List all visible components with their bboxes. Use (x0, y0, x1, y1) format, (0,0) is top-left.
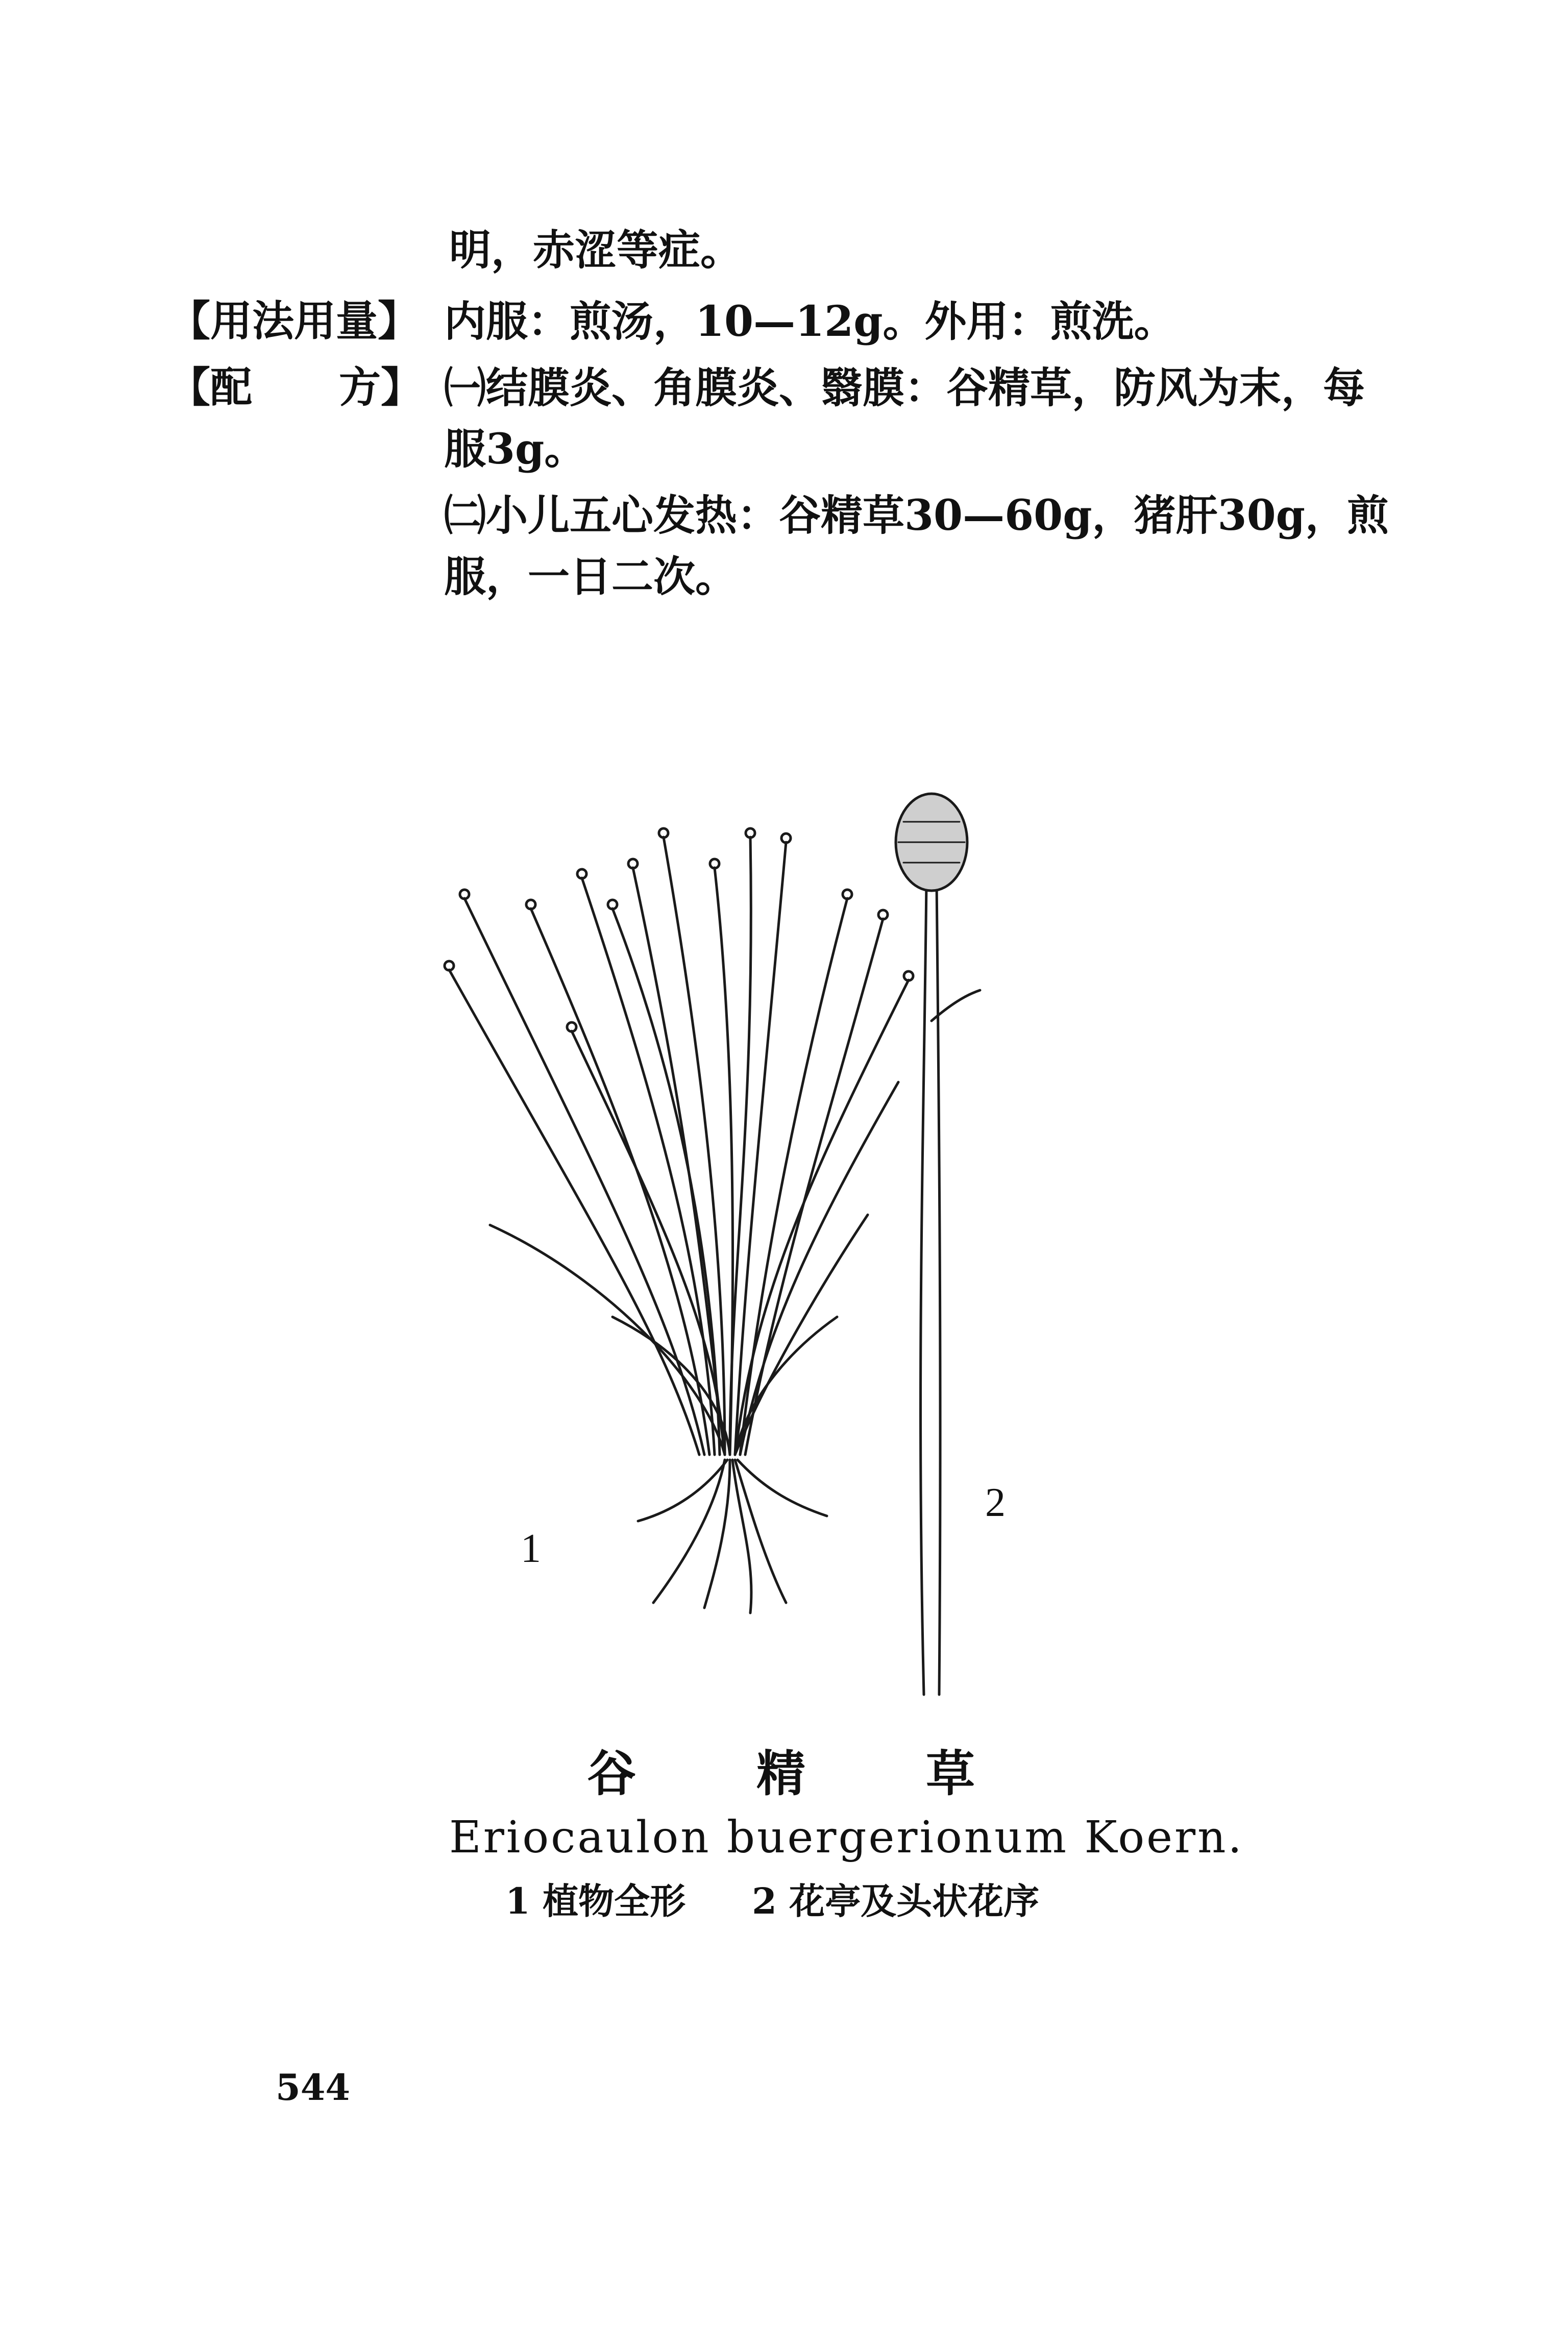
formula-label-right: 方】 (339, 363, 423, 412)
figure-label-2: 2 (985, 1480, 1006, 1525)
figure-label-1: 1 (521, 1526, 541, 1571)
legend-item-2: 2 花亭及头状花序 (752, 1880, 1040, 1922)
plant-whole-drawing (445, 828, 913, 1613)
caption-char-1: 谷 (587, 1745, 636, 1802)
formula-1-line-a: ㈠结膜炎、角膜炎、翳膜：谷精草，防风为末，每 (444, 363, 1365, 412)
caption-char-3: 草 (926, 1745, 975, 1802)
plant-illustration (398, 766, 1021, 1735)
formula-1-line-b: 服3g。 (444, 425, 586, 474)
figure-legend (505, 1878, 1039, 1924)
flower-stalk-drawing (896, 794, 980, 1695)
legend-item-1: 1 植物全形 (505, 1880, 686, 1922)
formula-label (168, 362, 423, 413)
figure-caption-chinese (587, 1746, 975, 1802)
text-line-1: 明，赤涩等症。 (449, 226, 743, 275)
usage-label: 【用法用量】 (168, 297, 420, 346)
figure-caption-latin: Eriocaulon buergerionum Koern. (449, 1812, 1244, 1863)
formula-2-line-b: 服，一日二次。 (444, 552, 738, 601)
caption-char-2: 精 (756, 1745, 805, 1802)
usage-text: 内服：煎汤，10—12g。外用：煎洗。 (444, 297, 1176, 346)
formula-2-line-a: ㈡小儿五心发热：谷精草30—60g，猪肝30g，煎 (444, 491, 1389, 540)
formula-label-left: 【配 (168, 363, 253, 412)
page-number: 544 (276, 2066, 351, 2109)
